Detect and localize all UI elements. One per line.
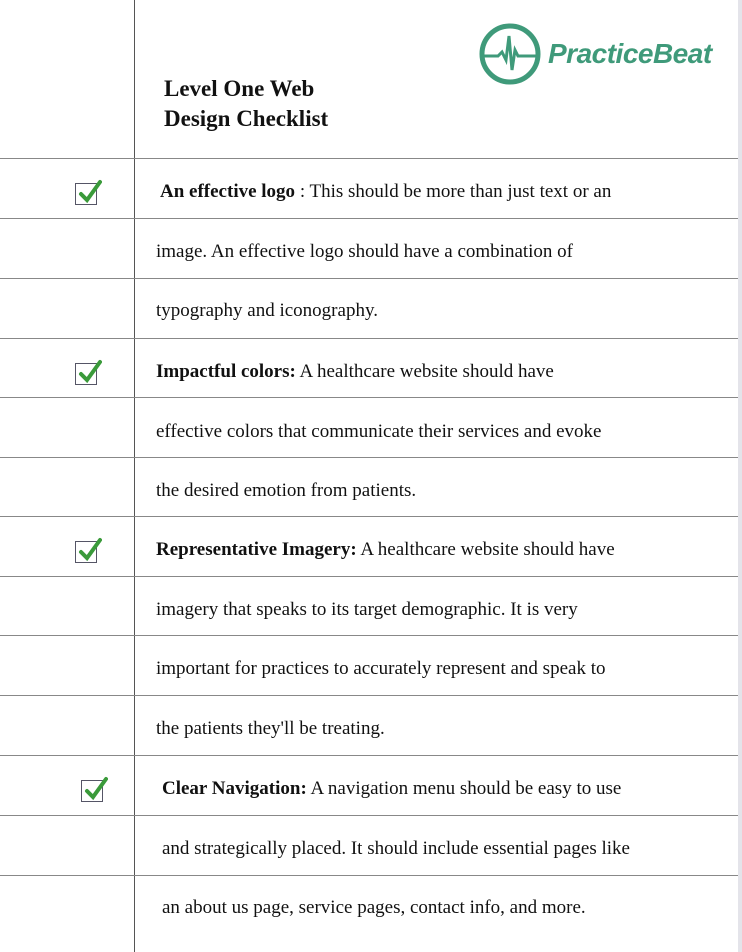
- heartbeat-icon: [478, 22, 542, 86]
- checkmark-icon: [84, 775, 108, 801]
- checklist-item-text: an about us page, service pages, contact info, and more.: [162, 897, 586, 918]
- row-rule: [0, 695, 738, 696]
- checklist-item-heading: Representative Imagery: A healthcare website should have: [156, 539, 615, 560]
- item-label: Impactful colors:: [156, 361, 296, 382]
- checklist-item-heading: Impactful colors: A healthcare website should have: [156, 361, 554, 382]
- checklist-item-text: the desired emotion from patients.: [156, 480, 417, 501]
- item-label: Clear Navigation:: [162, 778, 307, 799]
- row-rule: [0, 815, 738, 816]
- checklist-item-heading: Clear Navigation: A navigation menu should be easy to use: [162, 778, 622, 799]
- checkmark-icon: [78, 178, 102, 204]
- page-title: Level One Web Design Checklist: [164, 76, 329, 131]
- checklist-item-text: important for practices to accurately represent and speak to: [156, 658, 606, 679]
- practicebeat-logo: PracticeBeat: [478, 22, 712, 86]
- checkbox-checked[interactable]: [81, 780, 103, 802]
- checkmark-icon: [78, 358, 102, 384]
- row-rule: [0, 457, 738, 458]
- row-rule: [0, 338, 738, 339]
- column-divider: [134, 0, 135, 952]
- row-rule: [0, 218, 738, 219]
- checkmark-icon: [78, 536, 102, 562]
- item-label: Representative Imagery:: [156, 539, 357, 560]
- checklist-item-text: imagery that speaks to its target demographic. It is very: [156, 598, 578, 620]
- checklist-item-text: the patients they'll be treating.: [156, 717, 385, 739]
- row-rule: [0, 755, 738, 756]
- checkbox-checked[interactable]: [75, 363, 97, 385]
- checklist-item-text: image. An effective logo should have a combination of: [156, 240, 574, 262]
- checklist-item-text: effective colors that communicate their services and evoke: [156, 420, 602, 442]
- row-rule: [0, 635, 738, 636]
- checkbox-checked[interactable]: [75, 183, 97, 205]
- checklist-item-text: and strategically placed. It should include essential pages like: [162, 837, 630, 859]
- checklist-item-heading: An effective logo : This should be more than just text or an: [160, 181, 612, 202]
- row-rule: [0, 278, 738, 279]
- row-rule: [0, 875, 738, 876]
- checkbox-checked[interactable]: [75, 541, 97, 563]
- row-rule: [0, 158, 738, 159]
- page-edge: [738, 0, 742, 952]
- row-rule: [0, 516, 738, 517]
- row-rule: [0, 397, 738, 398]
- checklist-item-text: typography and iconography.: [156, 300, 378, 321]
- row-rule: [0, 576, 738, 577]
- item-label: An effective logo: [160, 181, 296, 202]
